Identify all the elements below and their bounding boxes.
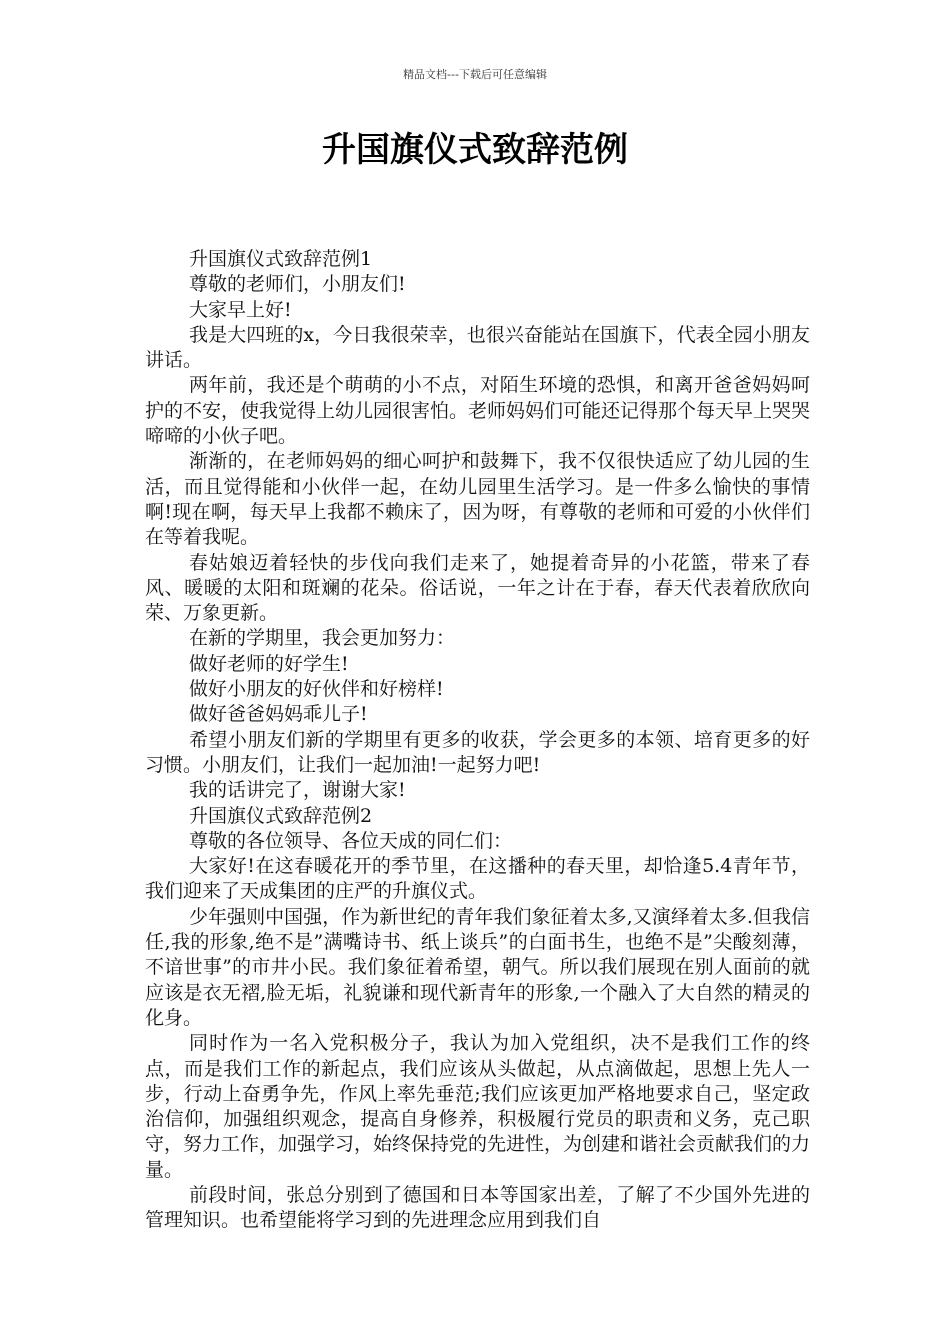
paragraph: 少年强则中国强，作为新世纪的青年我们象征着太多,又演绎着太多.但我信任,我的形象,绝不是”满嘴诗书、纸上谈兵”的白面书生，也绝不是”尖酸刻薄，不谙世事”的市井小民。我们象征着希望，朝气。所以我们展现在别人面前的就应该是衣无褶,脸无垢，礼貌谦和现代新青年的形象,一个融入了大自然的精灵的化身。 <box>145 905 810 1029</box>
paragraph: 春姑娘迈着轻快的步伐向我们走来了，她提着奇异的小花篮，带来了春风、暖暖的太阳和斑斓的花朵。俗话说，一年之计在于春，春天代表着欣欣向荣、万象更新。 <box>145 551 810 625</box>
paragraph: 我的话讲完了，谢谢大家! <box>189 779 406 802</box>
paragraph: 升国旗仪式致辞范例1 <box>189 248 373 270</box>
paragraph: 做好小朋友的好伙伴和好榜样! <box>189 678 444 701</box>
paragraph: 大家早上好! <box>189 298 292 321</box>
paragraph: 大家好!在这春暖花开的季节里，在这播种的春天里，却恰逢5.4青年节，我们迎来了天成集团的庄严的升旗仪式。 <box>145 855 810 903</box>
header-note: 精品文档---下载后可任意编辑 <box>403 68 547 81</box>
paragraph: 前段时间，张总分别到了德国和日本等国家出差，了解了不少国外先进的管理知识。也希望能将学习到的先进理念应用到我们自 <box>145 1183 810 1232</box>
paragraph: 尊敬的老师们，小朋友们! <box>189 273 406 296</box>
paragraph: 做好老师的好学生! <box>189 652 349 675</box>
paragraph: 做好爸爸妈妈乖儿子! <box>189 703 368 726</box>
paragraph: 尊敬的各位领导、各位天成的同仁们： <box>189 829 513 852</box>
paragraph: 我是大四班的x，今日我很荣幸，也很兴奋能站在国旗下，代表全园小朋友讲话。 <box>145 323 810 372</box>
paragraph: 升国旗仪式致辞范例2 <box>189 804 373 827</box>
document-body <box>145 247 810 1234</box>
paragraph: 渐渐的，在老师妈妈的细心呵护和鼓舞下，我不仅很快适应了幼儿园的生活，而且觉得能和小伙伴一起，在幼儿园里生活学习。是一件多么愉快的事情啊!现在啊，每天早上我都不赖床了，因为呀，有尊敬的老师和可爱的小伙伴们在等着我呢。 <box>145 450 810 549</box>
paragraph: 希望小朋友们新的学期里有更多的收获，学会更多的本领、培育更多的好习惯。小朋友们，让我们一起加油!一起努力吧! <box>145 728 810 776</box>
paragraph: 同时作为一名入党积极分子，我认为加入党组织，决不是我们工作的终点，而是我们工作的新起点，我们应该从头做起，从点滴做起，思想上先人一步，行动上奋勇争先，作风上率先垂范;我们应该更加严格地要求自己，坚定政治信仰，加强组织观念，提高自身修养，积极履行党员的职责和义务，克己职守，努力工作，加强学习，始终保持党的先进性，为创建和谐社会贡献我们的力量。 <box>145 1032 811 1181</box>
document-title: 升国旗仪式致辞范例 <box>322 130 628 170</box>
paragraph: 两年前，我还是个萌萌的小不点，对陌生环境的恐惧，和离开爸爸妈妈呵护的不安，使我觉得上幼儿园很害怕。老师妈妈们可能还记得那个每天早上哭哭啼啼的小伙子吧。 <box>145 374 811 448</box>
paragraph: 在新的学期里，我会更加努力： <box>189 627 456 650</box>
